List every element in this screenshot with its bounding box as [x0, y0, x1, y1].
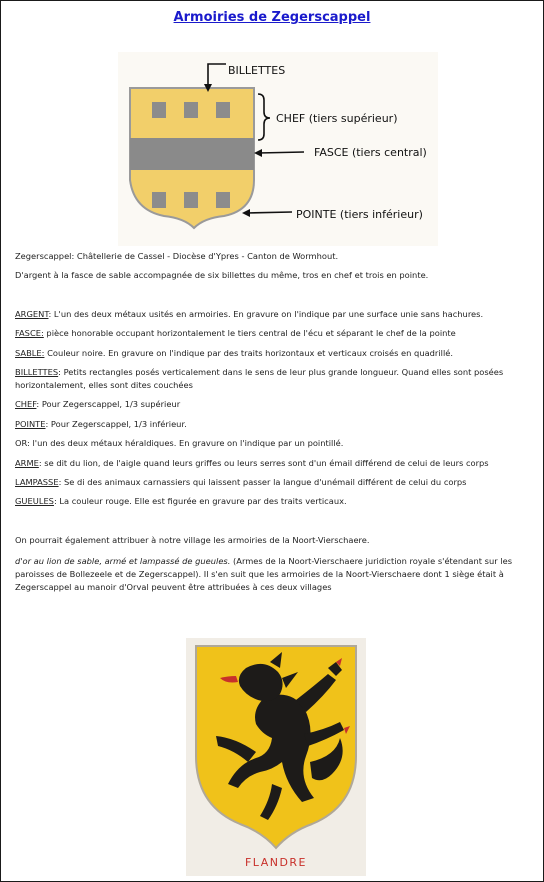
definition: pièce honorable occupant horizontalement le tiers central de l'écu et séparant le chef de la pointe: [43, 328, 456, 338]
billette: [152, 102, 166, 118]
term: FASCE:: [15, 328, 44, 338]
definition: Petits rectangles posés verticalement dans le sens de leur plus grande longueur. Quand elles sont posées horizontalement, elles sont dites couchées: [15, 367, 504, 390]
definition: Couleur noire. En gravure on l'indique par des traits horizontaux et verticaux croisés en quadrillé.: [44, 348, 453, 358]
fasce-pointer: [258, 152, 304, 153]
sep: :: [53, 496, 57, 506]
definition: Se di des animaux carnassiers qui laissent passer la langue d'unémail différent de celui du corps: [61, 477, 467, 487]
arrow-head: [254, 149, 262, 157]
glossary-or: [15, 437, 531, 450]
definition: Pour Zegerscappel, 1/3 inférieur.: [48, 419, 187, 429]
glossary-lampasse: [15, 476, 531, 489]
definition: L'un des deux métaux usités en armoiries. En gravure on l'indique par une surface unie sans hachures.: [51, 309, 484, 319]
glossary-fasce: [15, 327, 531, 340]
outro-paragraph-1: On pourrait également attribuer à notre village les armoiries de la Noort-Vierschaere.: [15, 535, 370, 545]
term: POINTE: [15, 419, 46, 429]
sep: :: [27, 438, 30, 448]
blazon-diagram: [118, 52, 438, 246]
blazon-italic: d'or au lion de sable, armé et lampassé de gueules.: [15, 556, 231, 566]
label-billettes: BILLETTES: [228, 64, 286, 77]
sep: :: [45, 419, 49, 429]
glossary-chef: [15, 398, 531, 411]
label-chef: CHEF (tiers supérieur): [276, 112, 398, 125]
sep: :: [58, 367, 61, 377]
term: GUEULES: [15, 496, 54, 506]
label-pointe: POINTE (tiers inférieur): [296, 208, 423, 221]
intro-line-2: D'argent à la fasce de sable accompagnée de six billettes du même, tros en chef et trois en pointe.: [15, 270, 429, 280]
glossary-gueules: [15, 495, 531, 508]
intro-line-1: Zegerscappel: Châtellerie de Cassel - Diocèse d'Ypres - Canton de Wormhout.: [15, 251, 339, 261]
term: BILLETTES: [15, 367, 59, 377]
flandre-caption: FLANDRE: [244, 856, 308, 869]
page-title[interactable]: Armoiries de Zegerscappel: [173, 10, 371, 25]
glossary-argent: [15, 308, 531, 321]
definition: Pour Zegerscappel, 1/3 supérieur: [39, 399, 181, 409]
billette: [216, 102, 230, 118]
billette: [216, 192, 230, 208]
term: ARGENT: [15, 309, 49, 319]
term: OR: [15, 438, 28, 448]
flandre-arms-image: [186, 638, 366, 876]
term: SABLE:: [15, 348, 45, 358]
pointe-pointer: [246, 212, 292, 213]
definition: se dit du lion, de l'aigle quand leurs griffes ou leurs serres sont d'un émail différend de celui de leurs corps: [41, 458, 489, 468]
term: CHEF: [15, 399, 37, 409]
outro-paragraph-2: [15, 555, 531, 594]
sep: :: [48, 309, 52, 319]
sep: :: [38, 458, 42, 468]
billette: [152, 192, 166, 208]
blazon-diagram-svg: [118, 52, 438, 246]
label-fasce: FASCE (tiers central): [314, 146, 427, 159]
glossary-pointe: [15, 418, 531, 431]
chef-brace: [258, 94, 270, 140]
definition: La couleur rouge. Elle est figurée en gravure par des traits verticaux.: [56, 496, 347, 506]
glossary-sable: [15, 347, 531, 360]
fasce-band: [130, 138, 254, 170]
term: ARME: [15, 458, 39, 468]
flandre-arms-svg: [186, 638, 366, 876]
billette: [184, 102, 198, 118]
definition: l'un des deux métaux héraldiques. En gravure on l'indique par un pointillé.: [29, 438, 344, 448]
glossary-arme: [15, 457, 531, 470]
sep: :: [36, 399, 40, 409]
billette: [184, 192, 198, 208]
term: LAMPASSE: [15, 477, 59, 487]
glossary-billettes: [15, 366, 531, 392]
sep: :: [58, 477, 62, 487]
outro-rest: (Armes de la Noort-Vierschaere juridiction royale s'étendant sur les paroisses de Bollezeele et de Zegerscappel). Il s'en suit que les armoiries de la Noort-Vierschaere dont 1 siège était à Zegerscappel au manoir d'Orval peuvent être attribuées à ces deux villages: [15, 556, 513, 592]
arrow-head: [242, 209, 250, 217]
